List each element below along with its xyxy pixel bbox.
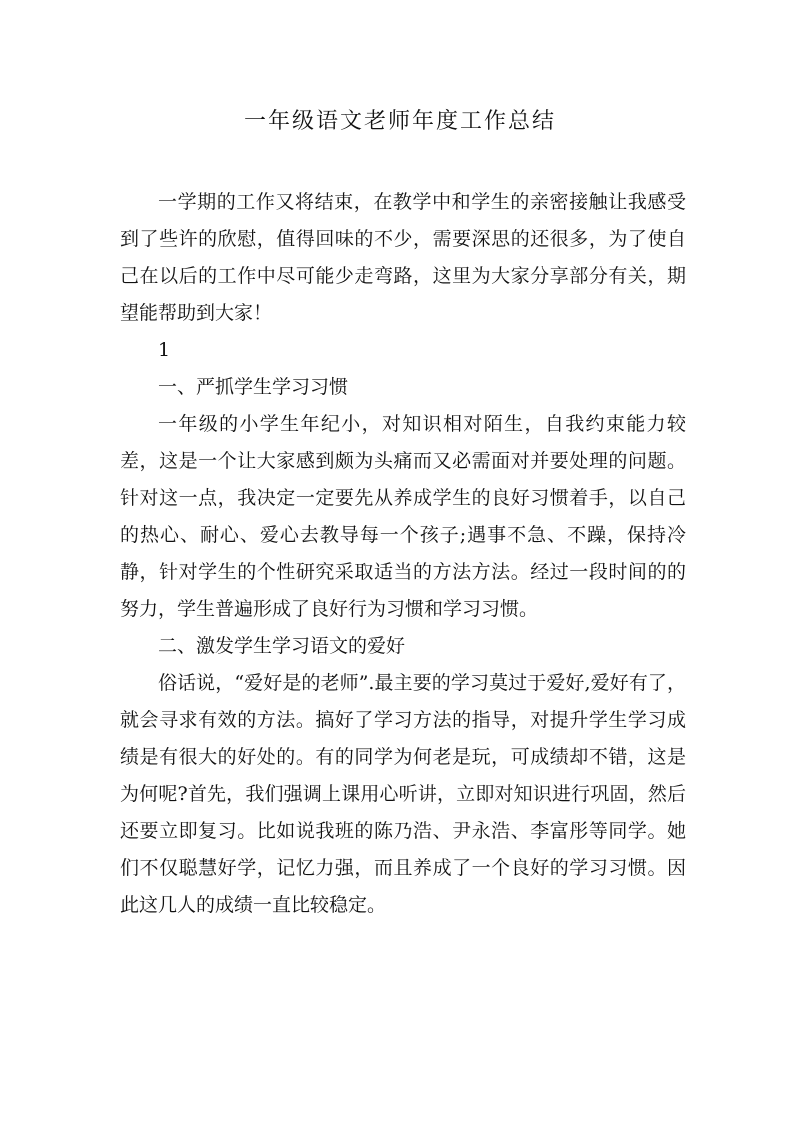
document-title: 一年级语文老师年度工作总结 xyxy=(243,109,556,134)
intro-paragraph: 一学期的工作又将结束，在教学中和学生的亲密接触让我感受到了些许的欣慰，值得回味的不少，需要深思的还很多，为了使自己在以后的工作中尽可能少走弯路，这里为大家分享部分有关，期望能帮助到大家！ xyxy=(120,191,686,324)
section-heading-2: 二、激发学生学习语文的爱好 xyxy=(158,635,406,657)
document-body xyxy=(120,184,686,924)
section-paragraph-1: 一年级的小学生年纪小，对知识相对陌生，自我约束能力较差，这是一个让大家感到颇为头痛而又必需面对并要处理的问题。针对这一点，我决定一定要先从养成学生的良好习惯着手，以自己的热心、耐心、爱心去教导每一个孩子;遇事不急、不躁，保持冷静，针对学生的个性研究采取适当的方法方法。经过一段时间的的努力，学生普遍形成了良好行为习惯和学习习惯。 xyxy=(120,413,686,620)
section-number: 1 xyxy=(158,339,171,361)
section-heading-1: 一、严抓学生学习习惯 xyxy=(158,376,349,398)
section-paragraph-2: 俗话说，“爱好是的老师”.最主要的学习莫过于爱好,爱好有了，就会寻求有效的方法。搞好了学习方法的指导，对提升学生学习成绩是有很大的好处的。有的同学为何老是玩，可成绩却不错，这是为何呢?首先，我们强调上课用心听讲，立即对知识进行巩固，然后还要立即复习。比如说我班的陈乃浩、尹永浩、李富彤等同学。她们不仅聪慧好学，记忆力强，而且养成了一个良好的学习习惯。因此这几人的成绩一直比较稳定。 xyxy=(120,672,686,916)
